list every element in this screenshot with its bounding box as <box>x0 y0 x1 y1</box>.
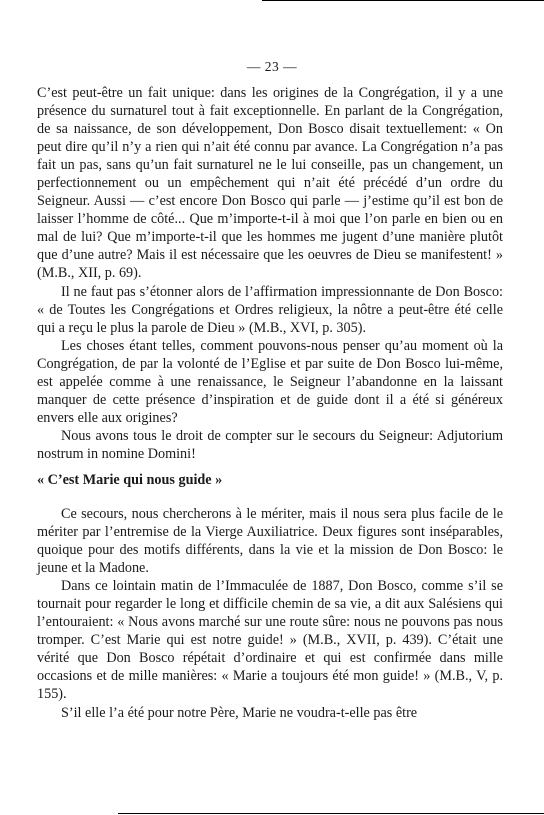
paragraph: Nous avons tous le droit de compter sur le secours du Seigneur: Adjutorium nostrum in nomine Domini! <box>37 427 503 462</box>
bottom-rule <box>118 813 544 814</box>
paragraph: Les choses étant telles, comment pouvons-nous penser qu’au moment où la Congrégation, de par la volonté de l’Eglise et par suite de Don Bosco lui-même, est appelée comme à une renaissance, le Seigneur l’abandonne en la laissant manquer de cette présence d’inspiration et de guide dont il a été si généreux envers elle aux origines? <box>37 337 503 426</box>
paragraph: C’est peut-être un fait unique: dans les origines de la Congrégation, il y a une présence du surnaturel tout à fait exceptionnelle. En parlant de la Congrégation, de sa naissance, de son développement, Don Bosco disait textuellement: « On peut dire qu’il n’y a rien qui n’ait été connu par avance. La Congrégation n’a pas fait un pas, sans qu’un fait surnaturel ne le lui conseille, pas un changement, un perfectionnement ou un empêchement qui n’ait été précédé d’un ordre du Seigneur. Aussi — c’est encore Don Bosco qui parle — j’estime qu’il est bon de laisser l’homme de côté... Que m’importe-t-il à moi que l’on parle en bien ou en mal de lui? Que m’importe-t-il que les hommes me jugent d’une manière plutôt que d’une autre? Mais il est nécessaire que les oeuvres de Dieu se manifestent! » (M.B., XII, p. 69). <box>37 85 503 282</box>
section-heading: « C’est Marie qui nous guide » <box>37 472 223 488</box>
page-number: — 23 — <box>246 59 298 74</box>
paragraph: Il ne faut pas s’étonner alors de l’affirmation impressionnante de Don Bosco: « de Toutes les Congrégations et Ordres religieux, la nôtre a peut-être été celle qui a reçu le plus la parole de Dieu » (M.B., XVI, p. 305). <box>37 283 503 336</box>
top-rule <box>262 0 544 1</box>
text-block-top <box>37 84 503 463</box>
paragraph: S’il elle l’a été pour notre Père, Marie ne voudra-t-elle pas être <box>61 704 418 721</box>
text-block-bottom <box>37 505 503 722</box>
paragraph: Ce secours, nous chercherons à le mériter, mais il nous sera plus facile de le mériter par l’entremise de la Vierge Auxiliatrice. Deux figures sont inséparables, quoique pour des motifs différents, dans la vie et la mission de Don Bosco: le jeune et la Madone. <box>37 506 503 577</box>
paragraph: Dans ce lointain matin de l’Immaculée de 1887, Don Bosco, comme s’il se tournait pour regarder le long et difficile chemin de sa vie, a dit aux Salésiens qui l’entouraient: « Nous avons marché sur une route sûre: nous ne pouvons pas nous tromper. C’est Marie qui est notre guide! » (M.B., XVII, p. 439). C’était une vérité que Don Bosco répétait d’ordinaire et qui est confirmée dans mille occasions et de mille manières: « Marie a toujours été mon guide! » (M.B., V, p. 155). <box>37 578 503 703</box>
